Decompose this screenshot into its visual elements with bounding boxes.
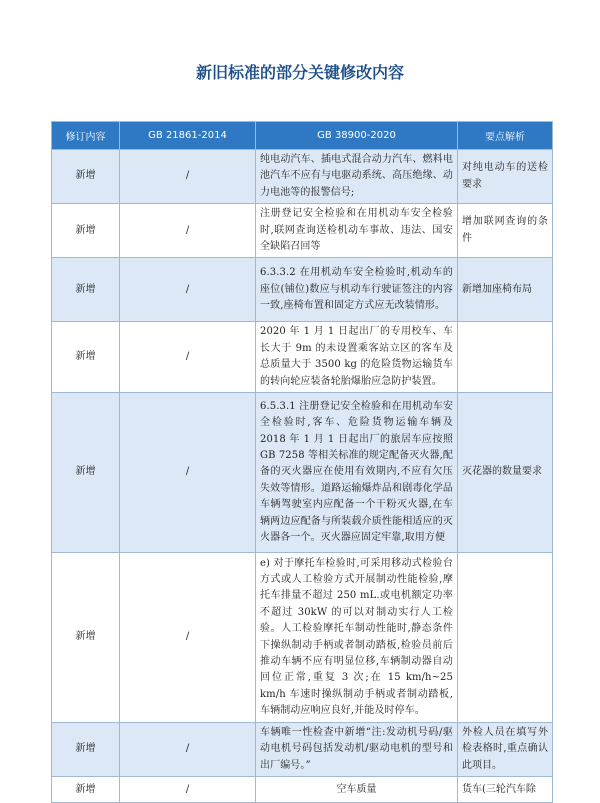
cell-type: 新增 [52, 204, 120, 258]
cell-old: / [120, 723, 256, 777]
cell-analysis: 新增加座椅布局 [458, 258, 553, 322]
cell-analysis: 灭花器的数量要求 [458, 393, 553, 553]
cell-old: / [120, 150, 256, 204]
cell-analysis [458, 553, 553, 723]
cell-type: 新增 [52, 723, 120, 777]
table-row [52, 204, 553, 258]
header-new-standard: GB 38900-2020 [256, 122, 458, 150]
header-analysis: 要点解析 [458, 122, 553, 150]
cell-type: 新增 [52, 393, 120, 553]
table-row [52, 553, 553, 723]
cell-content: 6.3.3.2 在用机动车安全检验时,机动车的座位(铺位)数应与机动车行驶证签注的内容一致,座椅布置和固定方式应无改装情形。 [256, 258, 458, 322]
table-row [52, 723, 553, 777]
cell-analysis: 货车(三轮汽车除 [458, 777, 553, 803]
cell-content: 空车质量 [256, 777, 458, 803]
table-row [52, 777, 553, 803]
table-row [52, 393, 553, 553]
revision-table [51, 121, 553, 803]
cell-type: 新增 [52, 553, 120, 723]
cell-type: 新增 [52, 258, 120, 322]
cell-type: 新增 [52, 322, 120, 393]
cell-analysis [458, 322, 553, 393]
table-row [52, 150, 553, 204]
cell-content: e) 对于摩托车检验时,可采用移动式检验台方式或人工检验方式开展制动性能检验,摩托车排量不超过 250 mL.或电机额定功率不超过 30kW 的可以对制动实行人工检验。人工检验摩托车制动性能时,静态条件下操纵制动手柄或者制动踏板,检验员前后推动车辆不应有明显位移,车辆制动器自动回位正常,重复 3 次;在 15 km/h~25 km/h 车速时操纵制动手柄或者制动踏板,车辆制动应响应良好,并能及时停车。 [256, 553, 458, 723]
page-title: 新旧标准的部分关键修改内容 [195, 63, 404, 82]
table-header-row [52, 122, 553, 150]
table-row [52, 258, 553, 322]
cell-old: / [120, 777, 256, 803]
cell-content: 车辆唯一性检查中新增“注:发动机号码/驱动电机号码包括发动机/驱动电机的型号和出厂编号。” [256, 723, 458, 777]
cell-content: 6.5.3.1 注册登记安全检验和在用机动车安全检验时,客车、危险货物运输车辆及 2018 年 1 月 1 日起出厂的旅居车应按照 GB 7258 等相关标准的规定配备灭火器,配备的灭火器应在使用有效期内,不应有欠压失效等情形。道路运输爆炸品和剧毒化学品车辆驾驶室内应配备一个干粉灭火器,在车辆两边应配备与所装载介质性能相适应的灭火器各一个。灭火器应固定牢靠,取用方便 [256, 393, 458, 553]
cell-content: 注册登记安全检验和在用机动车安全检验时,联网查询送检机动车事故、违法、国安全缺陷召回等 [256, 204, 458, 258]
cell-type: 新增 [52, 777, 120, 803]
cell-old: / [120, 204, 256, 258]
table-row [52, 322, 553, 393]
header-old-standard: GB 21861-2014 [120, 122, 256, 150]
cell-analysis: 外检人员在填写外检表格时,重点确认此项目。 [458, 723, 553, 777]
cell-type: 新增 [52, 150, 120, 204]
header-revision: 修订内容 [52, 122, 120, 150]
cell-analysis: 增加联网查询的条件 [458, 204, 553, 258]
cell-old: / [120, 393, 256, 553]
cell-old: / [120, 258, 256, 322]
cell-content: 2020 年 1 月 1 日起出厂的专用校车、车长大于 9m 的未设置乘客站立区的客车及总质量大于 3500 kg 的危险货物运输货车的转向轮应装备轮胎爆胎应急防护装置。 [256, 322, 458, 393]
cell-analysis: 对纯电动车的送检要求 [458, 150, 553, 204]
cell-old: / [120, 322, 256, 393]
cell-content: 纯电动汽车、插电式混合动力汽车、燃料电池汽车不应有与电驱动系统、高压绝缘、动力电池等的报警信号; [256, 150, 458, 204]
cell-old: / [120, 553, 256, 723]
